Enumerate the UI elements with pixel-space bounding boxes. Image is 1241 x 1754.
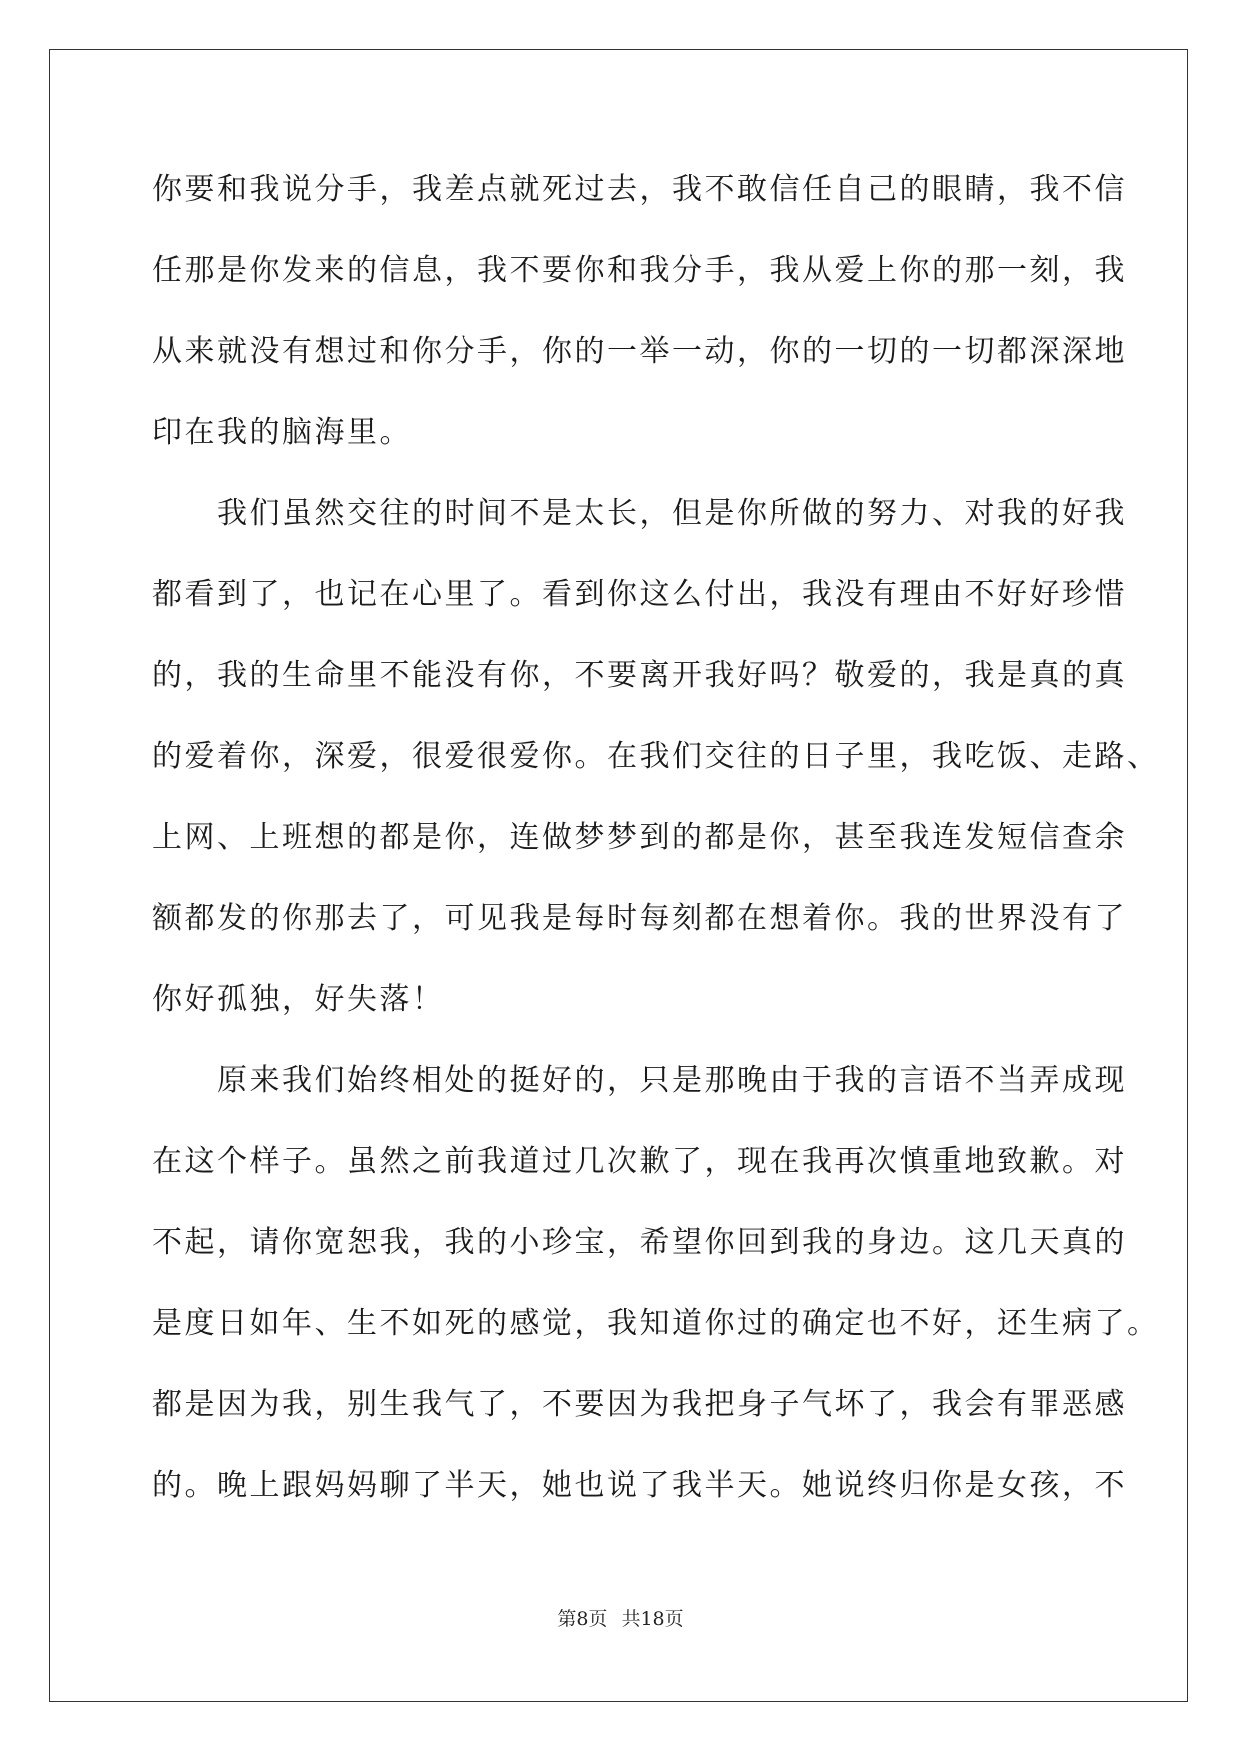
page-border	[49, 49, 1188, 1702]
body-line: 都看到了，也记在心里了。看到你这么付出，我没有理由不好好珍惜	[152, 577, 1127, 612]
page-footer	[0, 1604, 1241, 1631]
body-line: 从来就没有想过和你分手，你的一举一动，你的一切的一切都深深地	[152, 334, 1127, 369]
body-line: 你要和我说分手，我差点就死过去，我不敢信任自己的眼睛，我不信	[152, 172, 1127, 207]
body-line: 你好孤独，好失落！	[152, 982, 445, 1017]
total-pages: 共18页	[621, 1608, 684, 1630]
body-line: 上网、上班想的都是你，连做梦梦到的都是你，甚至我连发短信查余	[152, 820, 1127, 855]
body-line: 在这个样子。虽然之前我道过几次歉了，现在我再次慎重地致歉。对	[152, 1144, 1127, 1179]
body-line: 原来我们始终相处的挺好的，只是那晚由于我的言语不当弄成现	[152, 1063, 1127, 1098]
body-line: 的。晚上跟妈妈聊了半天，她也说了我半天。她说终归你是女孩，不	[152, 1468, 1127, 1503]
body-line: 印在我的脑海里。	[152, 415, 412, 450]
body-line: 任那是你发来的信息，我不要你和我分手，我从爱上你的那一刻，我	[152, 253, 1127, 288]
body-line: 额都发的你那去了，可见我是每时每刻都在想着你。我的世界没有了	[152, 901, 1127, 936]
body-line: 的，我的生命里不能没有你，不要离开我好吗？敬爱的，我是真的真	[152, 658, 1127, 693]
body-line: 我们虽然交往的时间不是太长，但是你所做的努力、对我的好我	[152, 496, 1127, 531]
body-line: 是度日如年、生不如死的感觉，我知道你过的确定也不好，还生病了。	[152, 1306, 1160, 1341]
body-line: 不起，请你宽恕我，我的小珍宝，希望你回到我的身边。这几天真的	[152, 1225, 1127, 1260]
body-line: 的爱着你，深爱，很爱很爱你。在我们交往的日子里，我吃饭、走路、	[152, 739, 1160, 774]
page-number: 第8页	[557, 1608, 608, 1630]
body-line: 都是因为我，别生我气了，不要因为我把身子气坏了，我会有罪恶感	[152, 1387, 1127, 1422]
